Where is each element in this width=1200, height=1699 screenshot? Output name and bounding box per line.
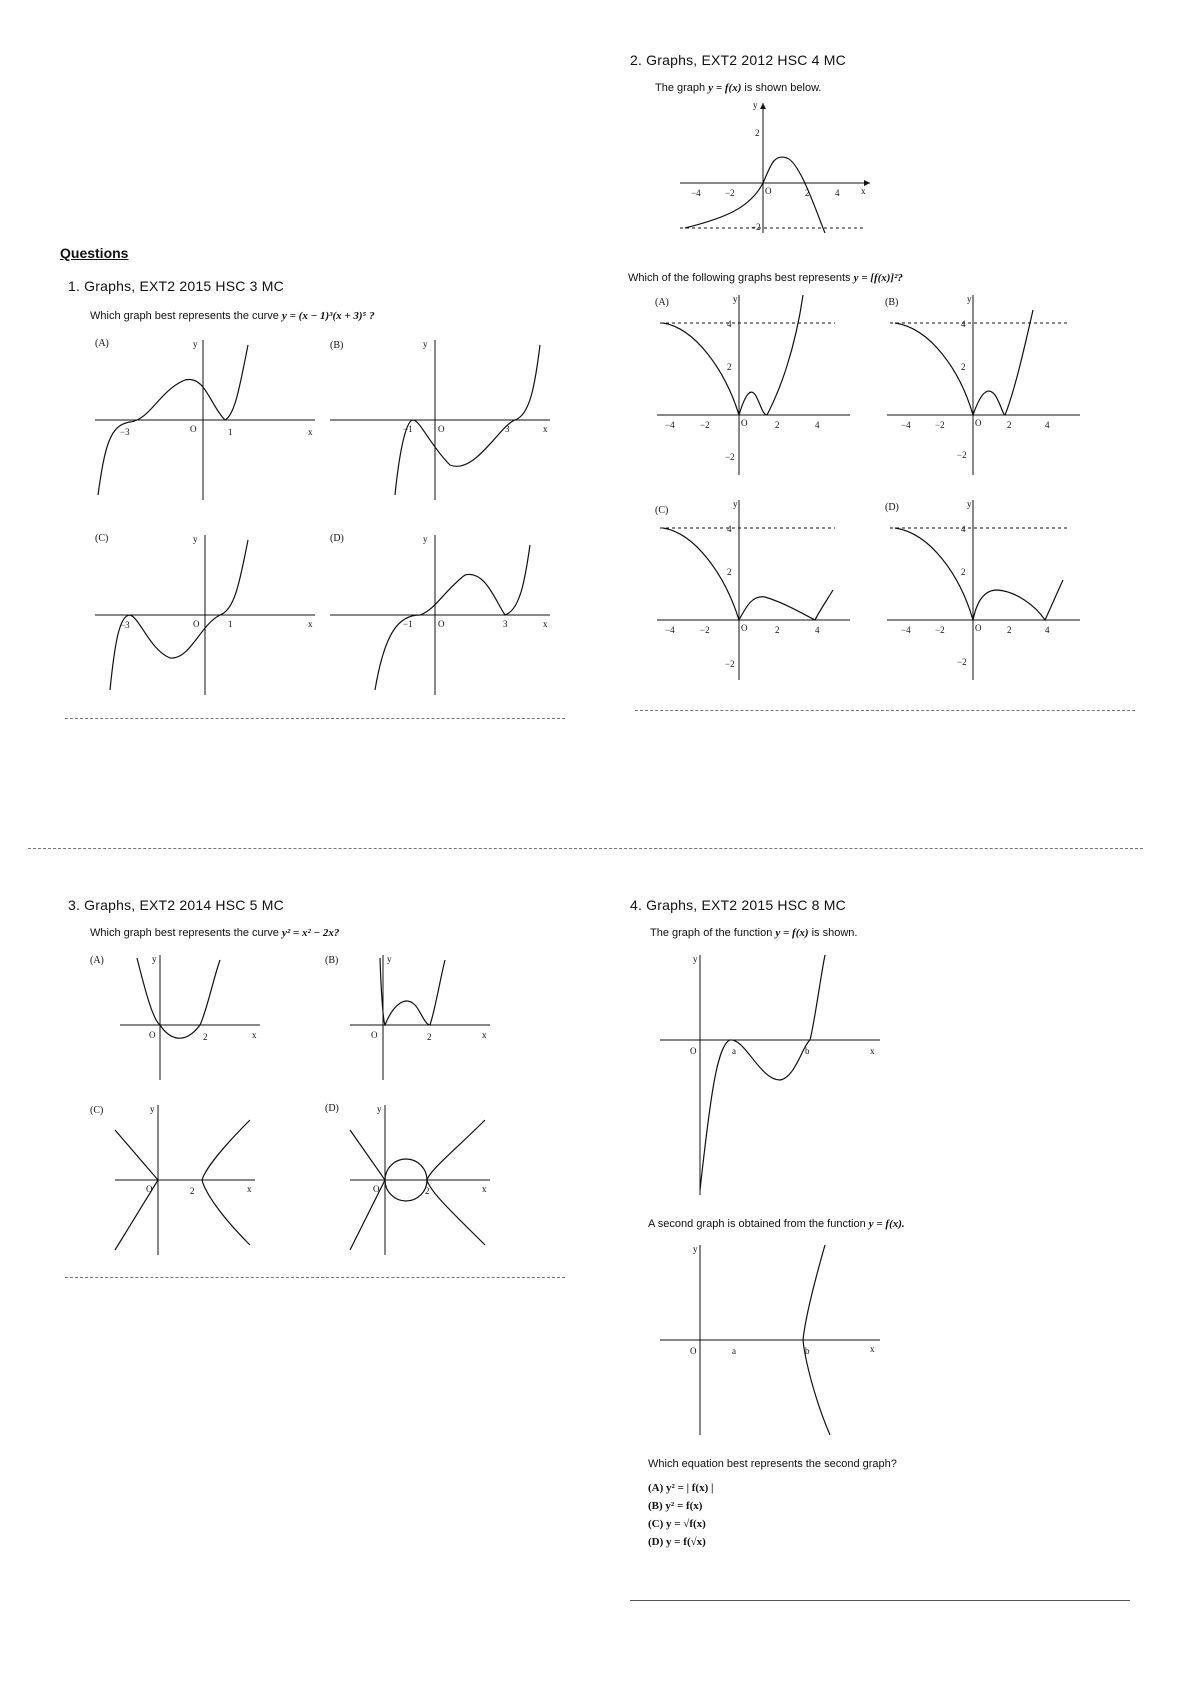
svg-text:−3: −3 [120,620,130,630]
svg-text:−4: −4 [665,625,675,635]
svg-text:O: O [690,1346,697,1356]
svg-text:y: y [733,294,738,304]
q1-heading: 1. Graphs, EXT2 2015 HSC 3 MC [68,278,284,294]
q3-graph-d [345,1100,495,1260]
svg-text:4: 4 [727,319,732,329]
svg-text:y: y [387,954,392,964]
q4-question: Which equation best represents the second graph? [648,1458,897,1470]
svg-text:a: a [732,1346,736,1356]
svg-text:y: y [423,339,428,349]
q1-option-b: (B) [330,340,344,351]
q1-graph-c [90,530,320,700]
q1-prompt [90,310,375,322]
q2-option-a: (A) [655,297,669,308]
svg-text:O: O [975,623,982,633]
q2-prompt-text: The graph [655,82,706,94]
svg-text:2: 2 [727,567,732,577]
svg-text:−2: −2 [700,420,710,430]
svg-text:4: 4 [961,319,966,329]
q4-equation: y = f(x) [775,927,809,939]
svg-text:4: 4 [1045,420,1050,430]
svg-text:−2: −2 [725,452,735,462]
q2-question-eq: y = [f(x)]²? [853,272,903,284]
q1-equation: y = (x − 1)³(x + 3)⁵ ? [282,310,375,322]
svg-text:O: O [975,418,982,428]
q1-prompt-text: Which graph best represents the curve [90,310,279,322]
q4-answer-b: (B) y² = f(x) [648,1500,703,1512]
q3-divider [65,1277,565,1278]
svg-text:2: 2 [203,1032,208,1042]
q3-option-b: (B) [325,955,339,966]
svg-text:y: y [733,499,738,509]
q1-divider [65,718,565,719]
q2-question [628,272,903,284]
svg-text:1: 1 [228,427,233,437]
q3-option-c: (C) [90,1105,104,1116]
q4-prompt-text: The graph of the function [650,927,773,939]
svg-text:O: O [741,418,748,428]
q4-second-prompt: A second graph is obtained from the function [648,1218,866,1230]
svg-text:−2: −2 [700,625,710,635]
svg-text:−2: −2 [935,625,945,635]
svg-text:y: y [967,499,972,509]
svg-text:x: x [870,1046,875,1056]
q3-option-a: (A) [90,955,104,966]
q3-graph-c [110,1100,260,1260]
q4-second-eq: y = f(x). [868,1218,905,1230]
svg-text:4: 4 [815,625,820,635]
svg-text:−2: −2 [957,657,967,667]
svg-text:O: O [741,623,748,633]
svg-text:2: 2 [1007,625,1012,635]
svg-text:−1: −1 [403,619,413,629]
q1-option-a: (A) [95,338,109,349]
svg-text:−4: −4 [901,420,911,430]
q2-graph-b [885,290,1085,480]
section-heading: Questions [60,245,129,261]
svg-text:4: 4 [1045,625,1050,635]
svg-text:O: O [190,424,197,434]
svg-text:−2: −2 [935,420,945,430]
svg-text:O: O [438,424,445,434]
q2-option-d: (D) [885,502,899,513]
svg-text:y: y [193,339,198,349]
svg-text:4: 4 [727,524,732,534]
svg-text:2: 2 [425,1186,430,1196]
q2-divider [635,710,1135,711]
q3-graph-a [115,950,265,1085]
svg-text:1: 1 [228,619,233,629]
svg-text:a: a [732,1046,736,1056]
q1-graph-d [325,530,555,700]
svg-text:2: 2 [775,625,780,635]
q3-graph-b [345,950,495,1085]
svg-text:O: O [146,1184,153,1194]
svg-text:y: y [193,534,198,544]
svg-text:x: x [252,1030,257,1040]
q1-option-c: (C) [95,533,109,544]
svg-text:y: y [967,294,972,304]
svg-text:O: O [371,1030,378,1040]
q3-prompt-text: Which graph best represents the curve [90,927,279,939]
q4-answer-c: (C) y = √f(x) [648,1518,706,1530]
svg-text:x: x [247,1184,252,1194]
svg-text:2: 2 [775,420,780,430]
svg-text:y: y [152,954,157,964]
q3-equation: y² = x² − 2x? [282,927,340,939]
svg-text:b: b [805,1346,810,1356]
q2-fx-graph [675,98,875,238]
q2-heading: 2. Graphs, EXT2 2012 HSC 4 MC [630,52,846,68]
q4-divider [630,1600,1130,1601]
svg-text:x: x [482,1030,487,1040]
q1-graph-b [325,335,555,505]
svg-text:y: y [693,1244,698,1254]
svg-text:−4: −4 [901,625,911,635]
q4-fx-graph [655,950,885,1200]
svg-text:2: 2 [805,188,810,198]
q4-second-text [648,1218,905,1230]
svg-text:4: 4 [961,524,966,534]
q4-answers [648,1482,713,1554]
svg-text:2: 2 [961,567,966,577]
svg-text:O: O [765,186,772,196]
svg-text:4: 4 [815,420,820,430]
svg-text:−2: −2 [957,450,967,460]
svg-text:2: 2 [190,1186,195,1196]
svg-text:O: O [438,619,445,629]
q4-heading: 4. Graphs, EXT2 2015 HSC 8 MC [630,897,846,913]
svg-text:−2: −2 [751,222,761,232]
q2-graph-c [655,495,855,685]
svg-text:2: 2 [727,362,732,372]
svg-text:−3: −3 [120,427,130,437]
q2-prompt-end: is shown below. [744,82,822,94]
svg-text:2: 2 [961,362,966,372]
q2-prompt [655,82,821,94]
svg-text:y: y [423,534,428,544]
svg-text:4: 4 [835,188,840,198]
q1-option-d: (D) [330,533,344,544]
svg-text:−2: −2 [725,659,735,669]
svg-text:3: 3 [505,424,510,434]
q3-option-d: (D) [325,1103,339,1114]
svg-text:O: O [373,1184,380,1194]
q4-second-graph [655,1240,885,1440]
svg-text:y: y [150,1104,155,1114]
q3-prompt [90,927,339,939]
svg-text:y: y [377,1104,382,1114]
svg-text:y: y [753,100,758,110]
q1-graph-a [90,335,320,505]
svg-text:x: x [308,427,313,437]
svg-text:−4: −4 [691,188,701,198]
svg-text:x: x [543,424,548,434]
q4-prompt-end: is shown. [811,927,858,939]
svg-text:3: 3 [503,619,508,629]
svg-text:2: 2 [1007,420,1012,430]
svg-text:O: O [193,619,200,629]
q2-equation: y = f(x) [708,82,742,94]
q2-option-c: (C) [655,505,669,516]
svg-text:x: x [861,186,866,196]
svg-text:x: x [543,619,548,629]
svg-text:−2: −2 [725,188,735,198]
svg-text:x: x [482,1184,487,1194]
svg-text:O: O [690,1046,697,1056]
q2-question-text: Which of the following graphs best represents [628,272,851,284]
q4-answer-d: (D) y = f(√x) [648,1536,706,1548]
svg-text:x: x [308,619,313,629]
svg-text:b: b [805,1046,810,1056]
page-divider [28,848,1143,849]
svg-text:2: 2 [755,128,760,138]
q2-graph-a [655,290,855,480]
svg-text:x: x [870,1344,875,1354]
q2-graph-d [885,495,1085,685]
q3-heading: 3. Graphs, EXT2 2014 HSC 5 MC [68,897,284,913]
svg-text:2: 2 [427,1032,432,1042]
q2-option-b: (B) [885,297,899,308]
q4-answer-a: (A) y² = | f(x) | [648,1482,714,1494]
svg-text:O: O [149,1030,156,1040]
svg-text:y: y [693,954,698,964]
svg-text:−4: −4 [665,420,675,430]
svg-text:−1: −1 [403,424,413,434]
q4-prompt [650,927,857,939]
